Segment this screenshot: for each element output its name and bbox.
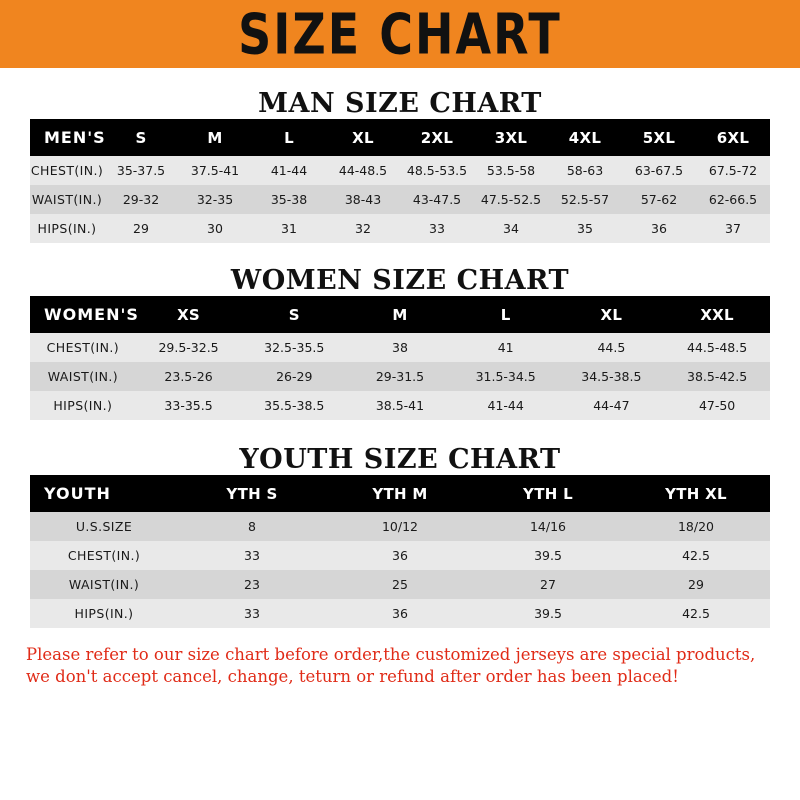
table-cell: 39.5 (534, 548, 562, 563)
table-cell: 41-44 (487, 398, 524, 413)
table-row (30, 333, 770, 362)
man-table-wrap (0, 119, 800, 243)
table-cell: 44.5-48.5 (687, 340, 748, 355)
header-cell: WOMEN'S (44, 305, 139, 324)
table-cell: 47.5-52.5 (480, 192, 542, 207)
table-cell: 38.5-41 (375, 398, 425, 413)
youth-size-table (30, 475, 770, 628)
table-cell: 26-29 (276, 369, 313, 384)
table-cell: 32-35 (196, 192, 234, 207)
table-cell: 8 (248, 519, 256, 534)
header-cell: S (135, 128, 147, 147)
table-cell: 38 (392, 340, 408, 355)
youth-section-title: YOUTH SIZE CHART (239, 444, 561, 475)
table-cell: 42.5 (682, 606, 710, 621)
table-cell: 27 (540, 577, 556, 592)
header-cell: MEN'S (44, 128, 106, 147)
row-label: CHEST(IN.) (30, 163, 104, 178)
table-cell: 44-48.5 (338, 163, 388, 178)
table-cell: 34 (503, 221, 519, 236)
table-cell: 63-67.5 (634, 163, 684, 178)
table-cell: 42.5 (682, 548, 710, 563)
table-cell: 29-31.5 (375, 369, 425, 384)
table-cell: 34.5-38.5 (581, 369, 642, 384)
row-label: HIPS(IN.) (74, 606, 134, 621)
women-section-title: WOMEN SIZE CHART (230, 265, 570, 296)
header-cell: YOUTH (44, 484, 111, 503)
table-cell: 48.5-53.5 (406, 163, 468, 178)
table-header-row (30, 119, 770, 156)
table-cell: 31.5-34.5 (475, 369, 536, 384)
man-size-table (30, 119, 770, 243)
table-cell: 58-63 (566, 163, 604, 178)
header-cell: M (392, 305, 408, 324)
table-row (30, 541, 770, 570)
header-cell: M (207, 128, 223, 147)
table-cell: 23.5-26 (164, 369, 213, 384)
table-cell: 35-38 (270, 192, 308, 207)
table-cell: 37.5-41 (190, 163, 240, 178)
table-cell: 29 (133, 221, 149, 236)
table-cell: 53.5-58 (486, 163, 536, 178)
footer-line-2: we don't accept cancel, change, teturn or refund after order has been placed! (26, 667, 679, 687)
table-row (30, 570, 770, 599)
table-cell: 25 (392, 577, 408, 592)
table-cell: 62-66.5 (708, 192, 758, 207)
table-cell: 35 (577, 221, 593, 236)
header-cell: YTH L (523, 484, 573, 503)
table-cell: 44-47 (593, 398, 630, 413)
header-cell: 3XL (494, 128, 528, 147)
table-cell: 41 (497, 340, 514, 355)
man-section-title: MAN SIZE CHART (258, 88, 542, 119)
table-cell: 38-43 (344, 192, 382, 207)
row-label: HIPS(IN.) (53, 398, 113, 413)
table-cell: 35.5-38.5 (264, 398, 325, 413)
header-cell: L (284, 128, 294, 147)
header-cell: YTH XL (665, 484, 727, 503)
row-label: WAIST(IN.) (47, 369, 118, 384)
row-label: WAIST(IN.) (68, 577, 140, 592)
row-label: CHEST(IN.) (67, 548, 141, 563)
table-row (30, 214, 770, 243)
table-cell: 67.5-72 (708, 163, 758, 178)
table-row (30, 185, 770, 214)
table-cell: 32.5-35.5 (264, 340, 325, 355)
table-row (30, 156, 770, 185)
table-cell: 52.5-57 (560, 192, 610, 207)
table-cell: 43-47.5 (412, 192, 462, 207)
table-cell: 57-62 (640, 192, 678, 207)
header-cell: 5XL (642, 128, 676, 147)
header-cell: XL (600, 305, 623, 324)
table-cell: 32 (355, 221, 371, 236)
table-cell: 33 (244, 548, 260, 563)
table-row (30, 362, 770, 391)
table-cell: 44.5 (597, 340, 626, 355)
table-cell: 36 (392, 606, 408, 621)
header-cell: 6XL (716, 128, 750, 147)
header-cell: 4XL (568, 128, 602, 147)
row-label: HIPS(IN.) (37, 221, 97, 236)
table-cell: 33 (244, 606, 260, 621)
table-row (30, 512, 770, 541)
youth-table-wrap (0, 475, 800, 628)
table-cell: 29 (688, 577, 704, 592)
table-row (30, 391, 770, 420)
table-cell: 36 (392, 548, 408, 563)
women-size-table (30, 296, 770, 420)
table-cell: 33-35.5 (164, 398, 213, 413)
table-cell: 31 (281, 221, 297, 236)
table-row (30, 599, 770, 628)
table-cell: 38.5-42.5 (687, 369, 748, 384)
table-header-row (30, 475, 770, 512)
table-cell: 36 (651, 221, 667, 236)
table-cell: 35-37.5 (116, 163, 166, 178)
table-cell: 29.5-32.5 (158, 340, 219, 355)
table-cell: 39.5 (534, 606, 562, 621)
table-cell: 10/12 (381, 519, 419, 534)
table-cell: 41-44 (270, 163, 308, 178)
header-banner (0, 0, 800, 68)
page-title: SIZE CHART (238, 1, 562, 67)
table-header-row (30, 296, 770, 333)
footer-line-1: Please refer to our size chart before order,the customized jerseys are special products, (26, 645, 756, 664)
table-cell: 23 (244, 577, 260, 592)
table-cell: 18/20 (677, 519, 715, 534)
table-cell: 29-32 (122, 192, 160, 207)
table-cell: 30 (207, 221, 223, 236)
women-table-wrap (0, 296, 800, 420)
header-cell: S (288, 305, 300, 324)
header-cell: L (500, 305, 511, 324)
table-cell: 14/16 (529, 519, 567, 534)
table-cell: 37 (725, 221, 741, 236)
header-cell: XL (352, 128, 374, 147)
table-cell: 33 (429, 221, 445, 236)
table-cell: 47-50 (698, 398, 736, 413)
header-cell: 2XL (420, 128, 454, 147)
row-label: U.S.SIZE (75, 519, 133, 534)
row-label: WAIST(IN.) (31, 192, 103, 207)
footer-disclaimer (0, 644, 800, 689)
header-cell: YTH S (226, 484, 278, 503)
header-cell: YTH M (372, 484, 428, 503)
header-cell: XXL (700, 305, 734, 324)
header-cell: XS (177, 305, 201, 324)
row-label: CHEST(IN.) (46, 340, 120, 355)
